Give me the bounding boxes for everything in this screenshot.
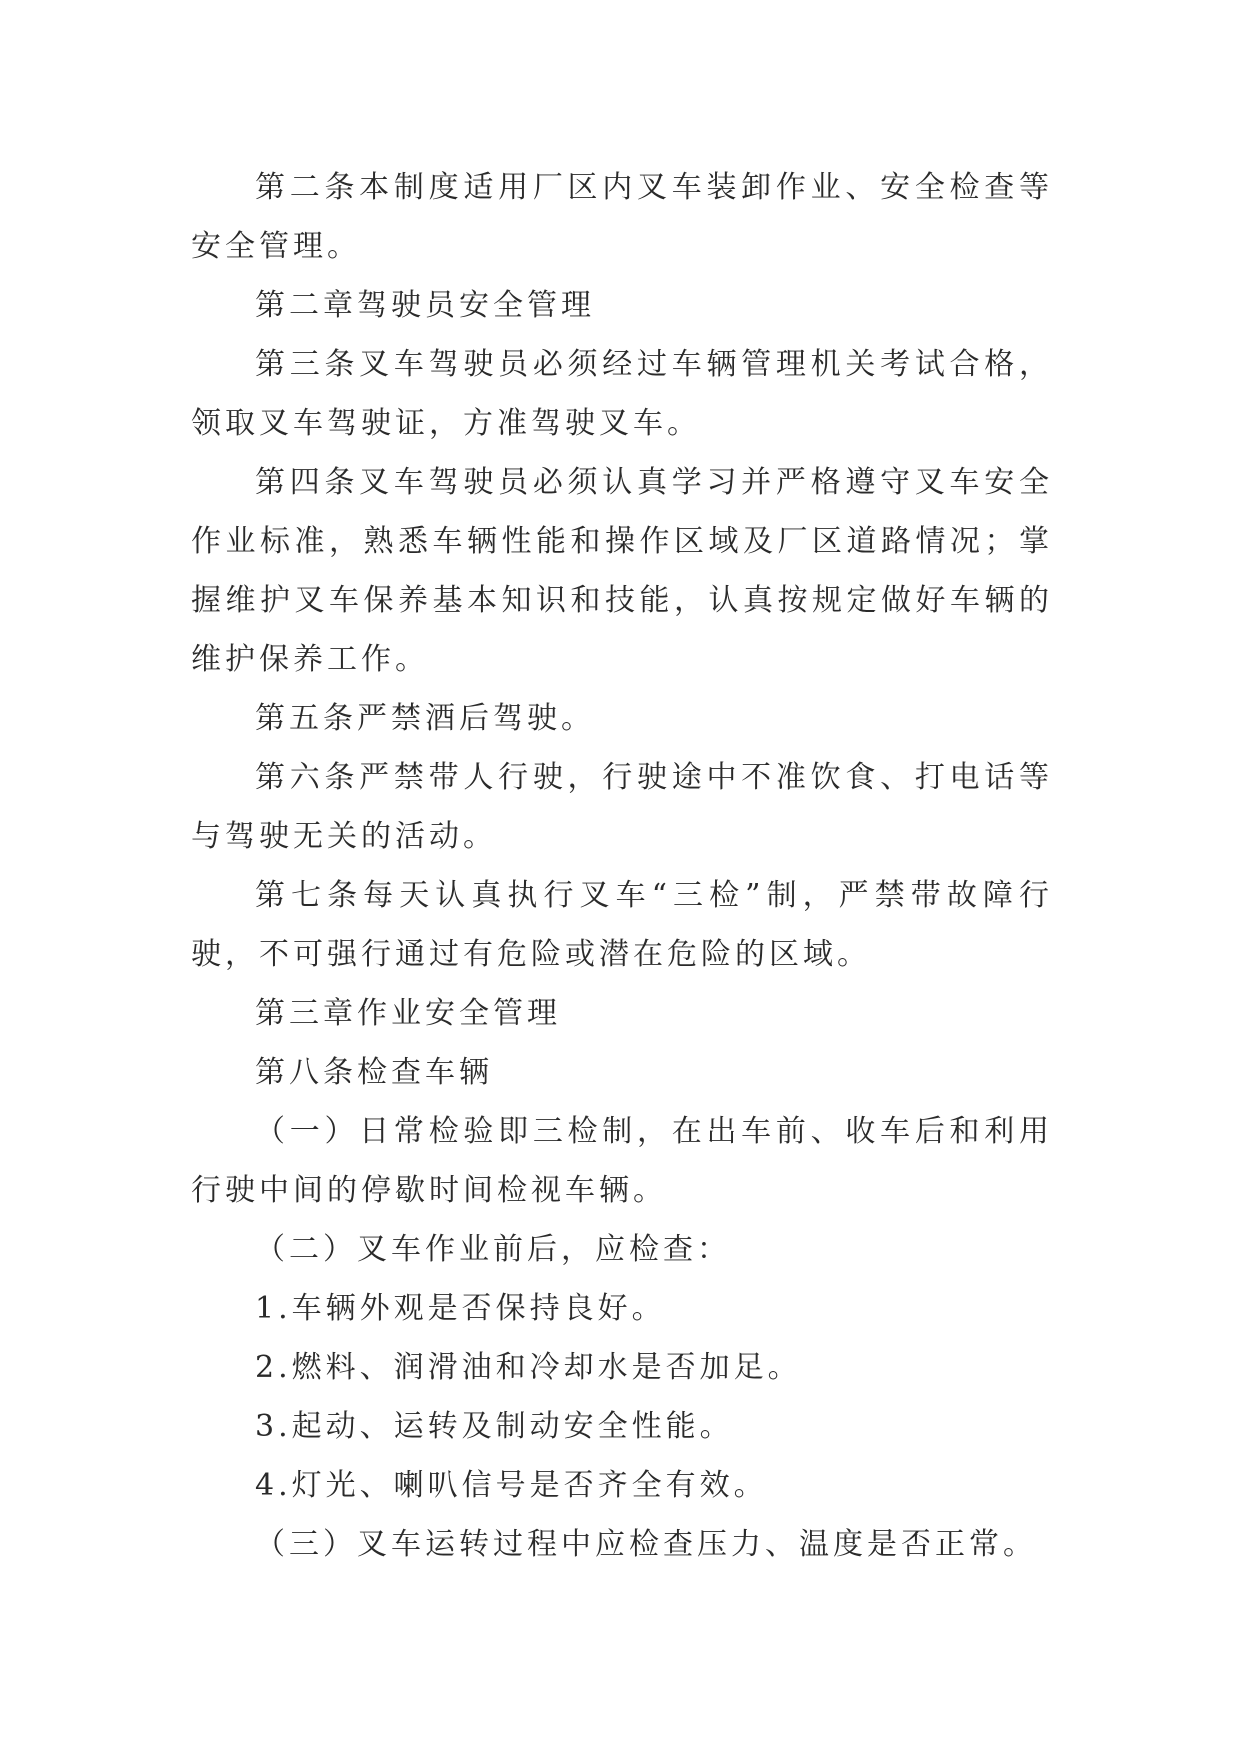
paragraph-item-1: （一）日常检验即三检制，在出车前、收车后和利用行驶中间的停歇时间检视车辆。 xyxy=(191,1114,1053,1208)
list-item-3: 3.起动、运转及制动安全性能。 xyxy=(255,1409,734,1444)
paragraph-item-3: （三）叉车运转过程中应检查压力、温度是否正常。 xyxy=(255,1527,1037,1562)
chapter-heading-2: 第二章驾驶员安全管理 xyxy=(255,288,595,323)
list-item-4: 4.灯光、喇叭信号是否齐全有效。 xyxy=(255,1468,768,1503)
paragraph-article-4: 第四条叉车驾驶员必须认真学习并严格遵守叉车安全作业标准，熟悉车辆性能和操作区域及厂区道路情况；掌握维护叉车保养基本知识和技能，认真按规定做好车辆的维护保养工作。 xyxy=(191,465,1053,677)
list-item-1: 1.车辆外观是否保持良好。 xyxy=(255,1291,666,1326)
paragraph-item-2: （二）叉车作业前后，应检查： xyxy=(255,1232,731,1267)
paragraph-article-3: 第三条叉车驾驶员必须经过车辆管理机关考试合格，领取叉车驾驶证，方准驾驶叉车。 xyxy=(191,347,1053,441)
list-item-2: 2.燃料、润滑油和冷却水是否加足。 xyxy=(255,1350,802,1385)
paragraph-article-8: 第八条检查车辆 xyxy=(255,1055,493,1090)
paragraph-article-2: 第二条本制度适用厂区内叉车装卸作业、安全检查等安全管理。 xyxy=(191,170,1053,264)
paragraph-article-6: 第六条严禁带人行驶，行驶途中不准饮食、打电话等与驾驶无关的活动。 xyxy=(191,760,1053,854)
paragraph-article-7: 第七条每天认真执行叉车“三检”制，严禁带故障行驶，不可强行通过有危险或潜在危险的区域。 xyxy=(191,878,1053,972)
chapter-heading-3: 第三章作业安全管理 xyxy=(255,996,561,1031)
paragraph-article-5: 第五条严禁酒后驾驶。 xyxy=(255,701,595,736)
document-body xyxy=(191,158,1053,1574)
